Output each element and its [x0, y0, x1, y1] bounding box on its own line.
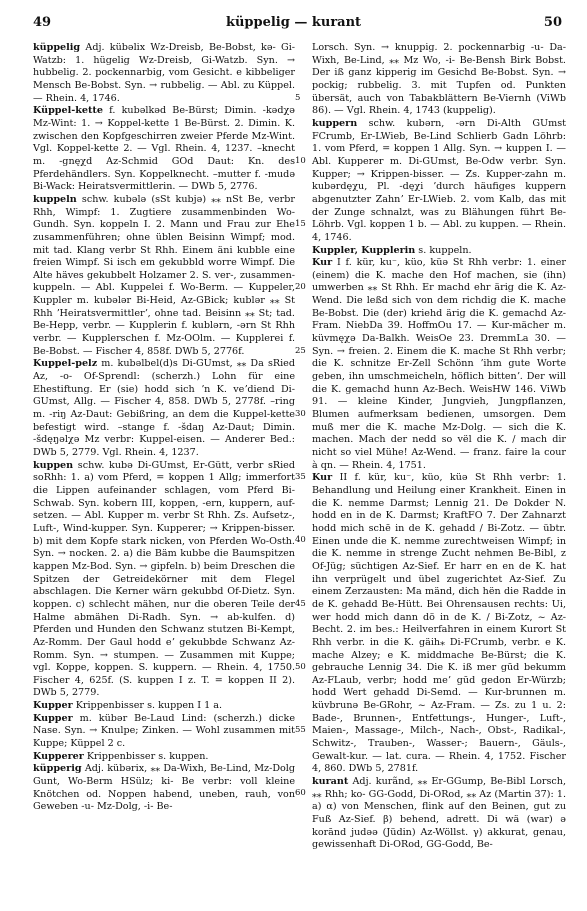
entry-text: s. kuppeln. — [415, 244, 472, 256]
entry-text: II f. kür, ku⁻, küo, küə St Rhh verbr: 1. Behandlung und Heilung einer Krankheit. Einen in die K. nemme Darmst; Lennig 21. De Dokder N. hodd en in de K. Darmst; KraftFO 7. Der Zahnarzt hodd mich schē in de K. gehadd / Bi-Zotz. — übtr. Einen unde die K. nemme zurechtweisen Wimpf; in die K. nemme in strenge Zucht nehmen Be-Bibl, z Of-Jüg; süchtigen Az-Sief. Er harr en en de K. hat ihn verprügelt und übel zugerichtet Az-Sief. Zu einem Zerzausten: Ma mänd, dich hën die Radde in de K. gehadd Be-Hütt. Bei Ohrensausen rechts: Ui, wer hodd mich dann dö in de K. / Bi-Zotz, ~ Az-Becht. 2. im bes.: Heilverfahren in einem Kurort St Rhh verbr. in die K. gäih⁎ Di-FCrumb, verbr. e K. mache Alzey; e K. middmache Be-Bürst; die K. gebrauche Lennig 34. Die K. iß mer gūd bekumm Az-FLaub, verbr; hodd meʼ gūd gedon Er-Würzb; hodd Wert gehadd Di-Semd. — Kur-brunnen m. küvbrunə Be-GRohr, ~ Az-Fram. — Zs. zu 1 u. 2: Bade-, Brunnen-, Entfettungs-, Hunger-, Luft-, Maien-, Massage-, Milch-, Nach-, Obst-, Radikal-, Schwitz-, Trauben-, Wasser-; Bauern-, Gäuls-, Gewalt-kur. — lat. cura. — Rhein. 4, 1752. Fischer 4, 860. DWb 5, 2781f. — [312, 472, 566, 775]
line-number: 60 — [295, 788, 306, 799]
dictionary-entry — [33, 763, 295, 814]
entry-headword: kuppen — [33, 459, 74, 471]
dictionary-entry — [312, 245, 566, 258]
entry-text: Lorsch. Syn. → knuppig. 2. pockennarbig -u- Da-Wixh, Be-Lind, ⁎⁎ Mz Wo, -i- Be-Bensh Birk Bobst. Der iß ganz kipperig im Gesichd Be-Bobst. Syn. → pockig; rubbelig. 3. mit Tupfen od. Punkten übersät, auch von Tabakblättern Be-Viernh (ViWb 86). — Vgl. Rhein. 4, 1743 (kuppelig). — [312, 42, 566, 117]
line-number: 40 — [295, 535, 306, 546]
dictionary-entry — [312, 776, 566, 852]
entry-text: schw. kubə Di-GUmst, Er-Gütt, verbr sRied soRhh: 1. a) vom Pferd, = koppen 1 Allg; immerfort die Lippen aufeinander schlagen, vom Pferd Bi-Schwab. Syn. kobern III, koppen, -ern, kuppern, auf-setzen. — Abl. Kupper m. verbr St Rhh. Zs. Aufsetz-, Luft-, Wind-kupper. Syn. Kupperer; → Krippen-bisser. b) mit dem Kopfe stark nicken, von Pferden Wo-Osth. Syn. → nocken. 2. a) die Bäm kubbe die Baumspitzen kappen Mz-Bod. Syn. → gipfeln. b) beim Dreschen die Spitzen der Getreidekörner mit dem Flegel abschlagen. Die Kerner wärn gekubbd Of-Dietz. Syn. koppen. c) schlecht mähen, nur die oberen Teile der Halme abmähen Di-Radh. Syn. → ab-kulfen. d) Pferden und Hunden den Schwanz stutzen Bi-Kempt, Az-Romm. Der Gaul hodd eʼ gekubbde Schwanz Az-Romm. Syn. → stumpen. — Zusammen mit Kuppe; vgl. Koppe, koppen. S. kuppern. — Rhein. 4, 1750. Fischer 4, 625f. (S. kuppen I z. T. = koppen II 2). DWb 5, 2779. — [33, 459, 295, 699]
entry-text: m. kübər Be-Laud Lind: (scherzh.) dicke Nase. Syn. → Knulpe; Zinken. — Wohl zusammen mit Kuppe; Küppel 2 c. — [33, 712, 295, 750]
line-number: 10 — [295, 155, 306, 166]
dictionary-entry — [312, 472, 566, 776]
entry-headword: Küppel-kette — [33, 105, 103, 117]
dictionary-entry — [312, 42, 566, 118]
dictionary-entry — [33, 105, 295, 194]
entry-headword: kurant — [312, 776, 349, 788]
entry-headword: küppelig — [33, 42, 81, 53]
entry-headword: küpperig — [33, 763, 82, 775]
line-number: 25 — [295, 345, 306, 356]
line-number: 50 — [295, 661, 306, 672]
entry-headword: Kupper — [33, 712, 73, 724]
entry-headword: kuppeln — [33, 193, 77, 205]
dictionary-entry — [33, 460, 295, 700]
entry-headword: kuppern — [312, 117, 358, 129]
entry-headword: Kuppel-pelz — [33, 358, 98, 370]
page-header — [0, 15, 587, 37]
dictionary-entry — [33, 42, 295, 105]
line-number: 45 — [295, 598, 306, 609]
entry-headword: Kur — [312, 472, 333, 484]
entry-text: Adj. kübərix, ⁎⁎ Da-Wixh, Be-Lind, Mz-Dolg Gunt, Wo-Berm HSülz; ki- Be verbr: voll kleine Knötchen od. Noppen habend, uneben, rauh, von Geweben -u- Mz-Dolg, -i- Be- — [33, 763, 295, 813]
dictionary-entry — [312, 257, 566, 472]
entry-text: schw. kubərn, -ərn Di-Alth GUmst FCrumb, Er-LWieb, Be-Lind Schlierb Gadn Löhrb: 1. vom Pferd, = koppen 1 Allg. Syn. → kuppen I. — Abl. Kupperer m. Di-GUmst, Be-Odw verbr. Syn. Kupper; → Krippen-bisser. — Zs. Kupper-zahn m. kubərdęχu, Pl. -dęχi ʼdurch häufiges kuppern abgenutzter Zahnʼ Er-LWieb. 2. vom Kalb, das mit der Zunge schnalzt, was zu Blähungen führt Be-Löhrb. Vgl. koppen 1 b. — Abl. zu kuppen. — Rhein. 4, 1746. — [312, 117, 566, 243]
entry-text: I f. kür, ku⁻, küo, küə St Rhh verbr: 1. einer (einem) die K. mache den Hof machen, sie (ihn) umwerben ⁎⁎ St Rhh. Er machd ehr ärig die K. Az-Wend. Die leßd sich von dem richdig die K. mache Be-Bobst. Die (der) kriehd ärig die K. gemachd Az-Fram. NiebDa 39. HoffmOu 17. — Kur-mächer m. küvmęχə Da-Balkh. WeisOe 23. DremmLa 30. — Syn. → freien. 2. Einem die K. mache St Rhh verbr; die K. schnitze Er-Zell Schönn ʼihm gute Worte geben, ihn umschmeicheln, höflich bittenʼ. Der will die K. gemachd hunn Az-Bech. WeisHW 146. ViWb 91. — kleine Kinder, Jungvieh, Jungpflanzen, Blumen aufmerksam bedienen, umsorgen. Dem muß mer die K. mache Mz-Dolg. — sich die K. machen. Mach der nedd so vël die K. / mach dir nicht so viel Mühe! Az-Wend. — franz. faire la cour à qn. — Rhein. 4, 1751. — [312, 257, 566, 471]
entry-text: Krippenbisser s. kuppen I 1 a. — [72, 700, 223, 712]
entry-text: Adj. kurãnd, ⁎⁎ Er-GGump, Be-Bibl Lorsch, ⁎⁎ Rhh; ko- GG-Godd, Di-ORod, ⁎⁎ Az (Martin 37): 1. a) α) von Menschen, flink auf den Beinen, gut zu Fuß Az-Sief. β) behend, adrett. Di wä (war) ə korānd judəə (Jüdin) Az-Wöllst. γ) akkurat, genau, gewissenhaft Di-ORod, GG-Godd, Be- — [312, 776, 566, 851]
entry-headword: Kuppler, Kupplerin — [312, 244, 416, 256]
right-column — [312, 42, 566, 852]
entry-text: f. kubəlkəd Be-Bürst; Dimin. -kədχə Mz-Wint: 1. → Koppel-kette 1 Be-Bürst. 2. Dimin. K. zwischen den Kopfgeschirren zweier Pferde Mz-Wint. Vgl. Koppel-kette 2. — Vgl. Rhein. 4, 1237. –knecht m. -gnęχd Az-Schmid GOd Daut: Kn. des Pferdehändlers. Syn. Koppelknecht. –mutter f. -mudə Bi-Wack: Heiratsvermittlerin. — DWb 5, 2776. — [33, 105, 295, 193]
dictionary-entry — [33, 700, 295, 713]
entry-text: m. kubəlbel(d)s Di-GUmst, ⁎⁎ Da sRied Az, -o- Of-Sprendl: (scherzh.) Lohn für eine Ehestiftung. Er (sie) hodd sich ʼn K. veʼdiend Di-GUmst, Allg. — Fischer 4, 858. DWb 5, 2778f. –ring m. -riŋ Az-Daut: Gebißring, an dem die Kuppel-kette befestigt wird. –stange f. -šdaŋ Az-Daut; Dimin. -šdęŋəlχə Mz verbr: Kuppel-eisen. — Anderer Bed.: DWb 5, 2779. Vgl. Rhein. 4, 1237. — [33, 358, 295, 458]
entry-text: Adj. kübəlix Wz-Dreisb, Be-Bobst, kə- Gi-Watzb: 1. hügelig Wz-Dreisb, Gi-Watzb. Syn. → hubbelig. 2. pockennarbig, vom Gesicht. e kibbeliger Mensch Be-Bobst. Syn. → rubbelig. — Abl. zu Küppel. — Rhein. 4, 1746. — [33, 42, 295, 104]
dictionary-entry — [33, 358, 295, 459]
line-number: 15 — [295, 219, 306, 230]
left-page-number: 49 — [33, 15, 52, 30]
entry-text: schw. kubələ (sSt kubjə) ⁎⁎ nSt Be, verbr Rhh, Wimpf: 1. Zugtiere zusammenbinden Wo-Gundh. Syn. koppeln I. 2. Mann und Frau zur Ehe zusammenführen; ohne üblen Beisinn Wimpf; mod. mit tad. Klang verbr St Rhh. Einem äni kubble eine freien Wimpf. Si isch em gekubbld worre Wimpf. Die Alte häves gekubbelt Holzamer 2. S. ver-, zusammen-kuppeln. — Abl. Kuppelei f. Wo-Berm. — Kuppeler, Kuppler m. kubələr Bi-Heid, Az-GBick; kublər ⁎⁎ St Rhh ʼHeiratsvermittlerʼ, ohne tad. Beisinn ⁎⁎ St; tad. Be-Hepp, verbr. — Kupplerin f. kublərn, -ərn St Rhh verbr. — Kupplerschen f. Mz-OOlm. — Kupplerei f. Be-Bobst. — Fischer 4, 858f. DWb 5, 2776f. — [33, 193, 295, 357]
line-number: 30 — [295, 408, 306, 419]
line-number: 20 — [295, 282, 306, 293]
dictionary-entry — [33, 194, 295, 359]
entry-headword: Kupperer — [33, 750, 84, 762]
entry-text: Krippenbisser s. kuppen. — [83, 750, 209, 762]
line-number: 35 — [295, 472, 306, 483]
left-column — [33, 42, 295, 814]
line-number: 5 — [295, 92, 301, 103]
dictionary-entry — [312, 118, 566, 245]
entry-headword: Kur — [312, 257, 333, 269]
dictionary-entry — [33, 713, 295, 751]
running-title: küppelig — kurant — [225, 15, 362, 30]
right-page-number: 50 — [543, 15, 562, 30]
dictionary-entry — [33, 751, 295, 764]
entry-headword: Kupper — [33, 700, 73, 712]
line-number: 55 — [295, 725, 306, 736]
